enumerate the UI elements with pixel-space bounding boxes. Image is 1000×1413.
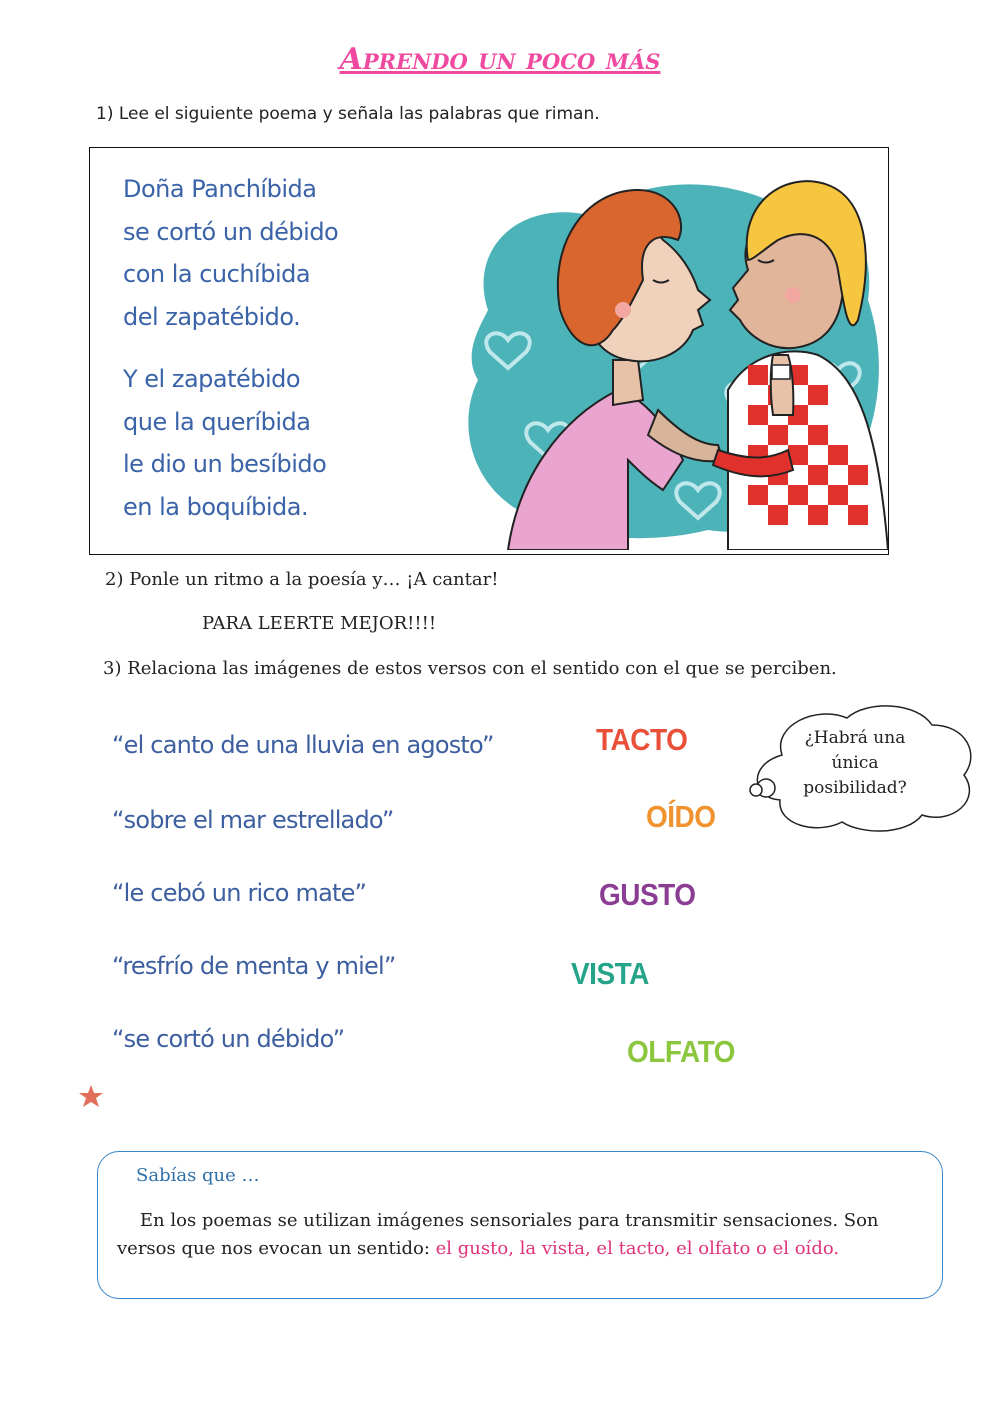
poem-line: Doña Panchíbida <box>123 175 317 203</box>
sense-oido: OÍDO <box>646 799 716 834</box>
verse-2: “sobre el mar estrellado” <box>112 806 394 834</box>
verse-3: “le cebó un rico mate” <box>112 879 367 907</box>
instruction-1: 1) Lee el siguiente poema y señala las palabras que riman. <box>96 104 600 124</box>
poem-line: Y el zapatébido <box>123 365 301 393</box>
poem-line: con la cuchíbida <box>123 260 311 288</box>
star-icon <box>78 1084 104 1110</box>
poem-line: en la boquíbida. <box>123 492 309 521</box>
verse-5: “se cortó un débido” <box>112 1025 345 1053</box>
sense-gusto: GUSTO <box>599 877 696 912</box>
poem-line: que la queríbida <box>123 407 311 436</box>
poem-box <box>89 147 889 555</box>
sense-olfato: OLFATO <box>627 1034 735 1069</box>
instruction-2: 2) Ponle un ritmo a la poesía y… ¡A cantar! <box>105 569 499 590</box>
instruction-3: 3) Relaciona las imágenes de estos versos con el sentido con el que se perciben. <box>103 658 837 679</box>
poem-line: le dio un besíbido <box>123 450 327 478</box>
couple-illustration <box>448 160 888 550</box>
sense-tacto: TACTO <box>596 722 688 757</box>
sense-vista: VISTA <box>571 956 649 991</box>
thought-cloud-text <box>790 726 920 801</box>
info-body <box>117 1207 907 1262</box>
info-body-highlight: el gusto, la vista, el tacto, el olfato o el oído. <box>435 1237 840 1259</box>
verse-1: “el canto de una lluvia en agosto” <box>112 731 494 759</box>
info-title: Sabías que … <box>136 1165 260 1186</box>
page-title: Aprendo un poco más <box>339 42 661 77</box>
cloud-line: ¿Habrá una <box>804 728 906 748</box>
cloud-line: posibilidad? <box>803 778 907 798</box>
poem-text <box>123 168 338 528</box>
verse-4: “resfrío de menta y miel” <box>112 952 396 980</box>
poem-line: se cortó un débido <box>123 217 339 246</box>
info-body-text: En los poemas se utilizan imágenes sensoriales para transmitir sensaciones. Son versos que nos evocan un sentido: <box>117 1210 879 1259</box>
note-read-better: PARA LEERTE MEJOR!!!! <box>202 613 437 634</box>
poem-line: del zapatébido. <box>123 302 301 331</box>
cloud-line: única <box>831 753 879 773</box>
